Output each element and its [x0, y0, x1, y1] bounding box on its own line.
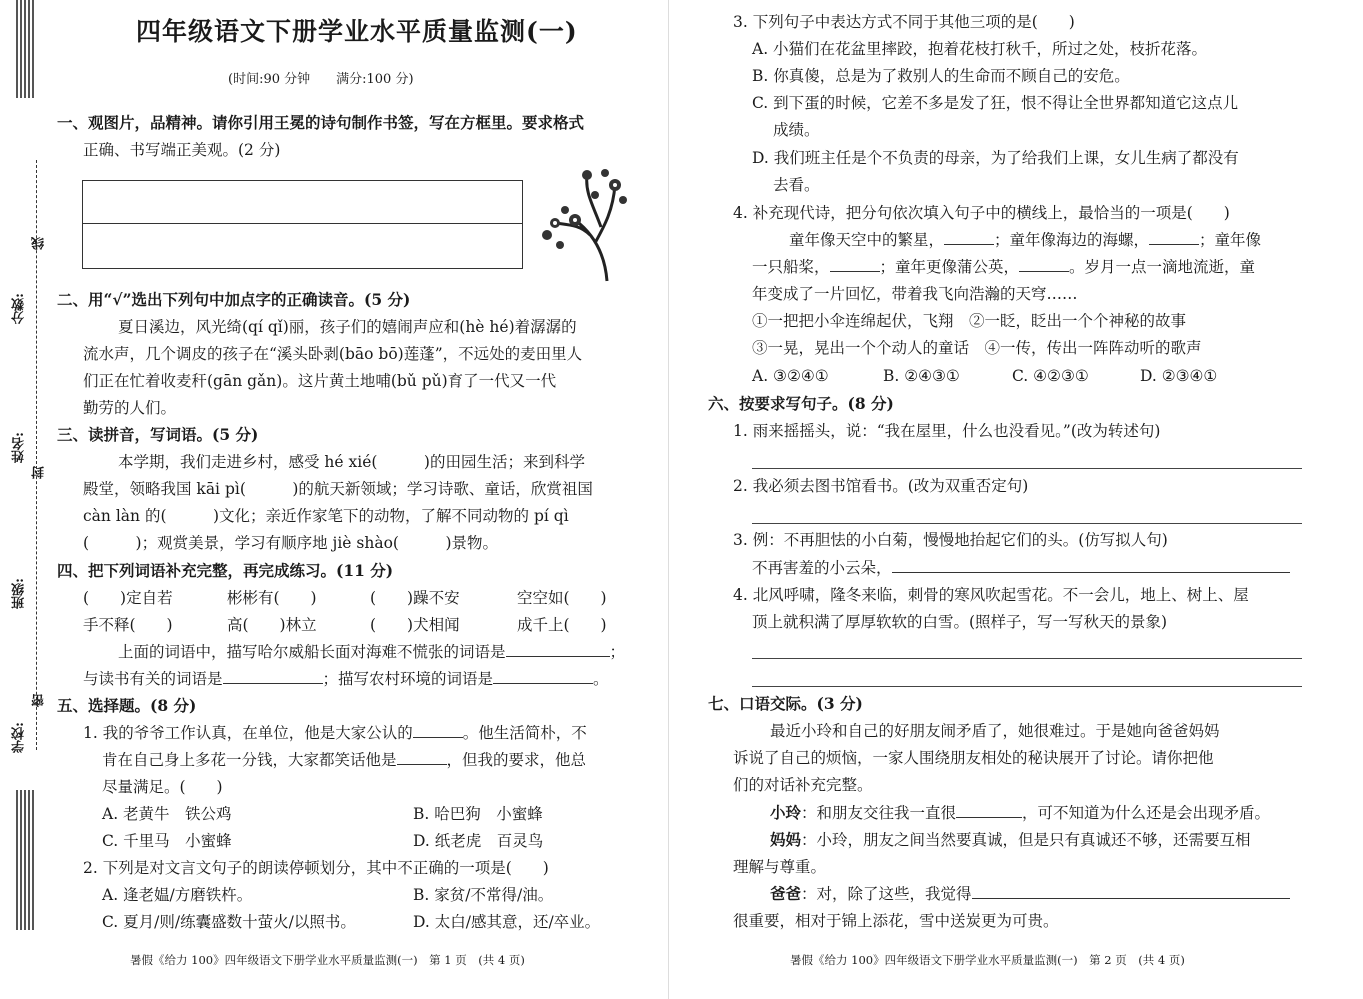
section-3-line-3: càn làn 的( )文化；亲近作家笔下的动物，了解不同动物的 pí qì: [83, 507, 569, 525]
idiom-6: 高( )林立: [227, 616, 317, 634]
idiom-3: ( )躁不安: [370, 589, 460, 607]
poem-text: 。岁月一点一滴地流逝，童: [1069, 258, 1256, 276]
answer-blank[interactable]: [397, 750, 447, 765]
s6-q3-prompt-text: 不再害羞的小云朵，: [752, 559, 892, 577]
bookmark-box[interactable]: [82, 180, 523, 269]
section-2-line-4: 勤劳的人们。: [83, 399, 177, 417]
plum-blossom-illustration: [535, 165, 635, 283]
section-4-question-2: [83, 669, 609, 689]
time-info: (时间:90 分钟 满分:100 分): [228, 72, 414, 87]
s6-q3-prompt: [752, 558, 1290, 578]
section-2-line-2: 流水声，几个调皮的孩子在“溪头卧剥(bāo bō)莲蓬”，不远处的麦田里人: [83, 345, 583, 363]
plum-flower: [591, 191, 599, 199]
s5-q4-poem-line-1: [789, 230, 1261, 250]
idiom-8: 成千上( ): [517, 616, 607, 634]
s5-q1-option-b[interactable]: B. 哈巴狗 小蜜蜂: [413, 805, 543, 823]
section-3-line-1: 本学期，我们走进乡村，感受 hé xié( )的田园生活；来到科学: [118, 453, 585, 471]
side-school-label: 学校:: [12, 722, 27, 753]
side-name-label: 姓名:: [12, 432, 27, 463]
side-line-label: 线: [32, 237, 47, 250]
section-7-heading: 七、口语交际。(3 分): [708, 694, 863, 713]
s5-q2-option-a[interactable]: A. 逢老媪/方磨铁杵。: [102, 886, 253, 904]
answer-blank[interactable]: [1019, 257, 1069, 272]
plum-flower: [619, 196, 627, 204]
s4-q2-end: 。: [593, 670, 609, 688]
plum-flower: [582, 170, 592, 180]
s5-q3-option-d[interactable]: D. 我们班主任是个不负责的母亲，为了给我们上课，女儿生病了都没有: [752, 149, 1239, 167]
section-2-line-1: 夏日溪边，风光绮(qí qǐ)丽，孩子们的嬉闹声应和(hè hé)着潺潺的: [118, 318, 577, 336]
section-4-heading: 四、把下列词语补充完整，再完成练习。(11 分): [57, 561, 394, 580]
section-1-heading: 一、观图片，品精神。请你引用王冕的诗句制作书签，写在方框里。要求格式: [57, 113, 585, 132]
s7-para-line-3: 们的对话补充完整。: [733, 776, 873, 794]
section-3-line-2: 殿堂，领略我国 kāi pì( )的航天新领域；学习诗歌、童话，欣赏祖国: [83, 480, 593, 498]
s7-dialog-baba-cont: 很重要，相对于锦上添花，雪中送炭更为可贵。: [733, 912, 1059, 930]
poem-text: 一只船桨，: [752, 258, 830, 276]
poem-text: ；童年像: [1199, 231, 1262, 249]
section-1-cont: 正确、书写端正美观。(2 分): [83, 141, 281, 159]
s4-q2-text-a: 与读书有关的词语是: [83, 670, 223, 688]
s5-q4-option-c[interactable]: C. ④②③①: [1012, 367, 1089, 385]
answer-blank[interactable]: [830, 257, 880, 272]
idiom-7: ( )犬相闻: [370, 616, 460, 634]
answer-blank[interactable]: [944, 230, 994, 245]
footer-page-1: 暑假《给力 100》四年级语文下册学业水平质量监测(一) 第 1 页 (共 4 页): [130, 953, 525, 967]
s5-q3-option-c-cont: 成绩。: [773, 121, 820, 139]
plum-flower: [601, 169, 609, 177]
s5-q4-choices-1: ①一把把小伞连绵起伏，飞翔 ②一眨，眨出一个个神秘的故事: [752, 312, 1187, 330]
s6-q4-line-2: 顶上就积满了厚厚软软的白雪。(照样子，写一写秋天的景象): [752, 613, 1168, 631]
poem-text: ；童年更像蒲公英，: [879, 258, 1020, 276]
binding-hatch-bottom: [16, 790, 34, 930]
s5-q1-option-c[interactable]: C. 千里马 小蜜蜂: [102, 832, 232, 850]
s5-q1-text-d: ，但我的要求，他总: [446, 751, 587, 769]
side-score-label: 分数:: [12, 293, 27, 324]
dialog-text: ，可不知道为什么还是会出现矛盾。: [1022, 804, 1271, 822]
dialog-text: ：和朋友交往我一直很: [801, 804, 957, 822]
plum-branch: [555, 175, 615, 281]
section-3-heading: 三、读拼音，写词语。(5 分): [57, 425, 259, 444]
page-title: 四年级语文下册学业水平质量监测(一): [136, 17, 578, 46]
s7-dialog-mama: [770, 830, 1251, 850]
dialog-text: ：小玲，朋友之间当然要真诚，但是只有真诚还不够，还需要互相: [801, 831, 1251, 849]
s5-q1-text-a: 1. 我的爷爷工作认真，在单位，他是大家公认的: [83, 724, 413, 742]
poem-text: ；童年像海边的海螺，: [994, 231, 1150, 249]
s6-q3: 3. 例：不再胆怯的小白菊，慢慢地抬起它们的头。(仿写拟人句): [733, 531, 1168, 549]
s5-q3-option-b[interactable]: B. 你真傻，总是为了救别人的生命而不顾自己的安危。: [752, 67, 1130, 85]
s5-q4-poem-line-2: [752, 257, 1255, 277]
s7-dialog-mama-cont: 理解与尊重。: [733, 858, 827, 876]
page-divider: [668, 0, 669, 999]
footer-page-2: 暑假《给力 100》四年级语文下册学业水平质量监测(一) 第 2 页 (共 4 页): [790, 953, 1185, 967]
s6-q1: 1. 雨来摇摇头，说：“我在屋里，什么也没看见。”(改为转述句): [733, 422, 1161, 440]
answer-line[interactable]: [752, 468, 1302, 469]
section-6-heading: 六、按要求写句子。(8 分): [708, 394, 894, 413]
s5-q3-option-d-cont: 去看。: [773, 176, 820, 194]
s5-q1-line-3: 尽量满足。( ): [102, 778, 223, 796]
section-2-heading: 二、用“√”选出下列句中加点字的正确读音。(5 分): [57, 290, 411, 309]
s4-q1-end: ；: [609, 643, 626, 661]
s5-q4-option-a[interactable]: A. ③②④①: [752, 367, 829, 385]
answer-blank[interactable]: [1149, 230, 1199, 245]
plum-flower: [542, 230, 552, 240]
s6-q2: 2. 我必须去图书馆看书。(改为双重否定句): [733, 477, 1029, 495]
side-class-label: 班级:: [12, 578, 27, 609]
s5-q3-option-c[interactable]: C. 到下蛋的时候，它差不多是发了狂，恨不得让全世界都知道它这点儿: [752, 94, 1239, 112]
section-2-line-3: 们正在忙着收麦秆(gān gǎn)。这片黄土地哺(bǔ pǔ)育了一代又一代: [83, 372, 557, 390]
section-5-heading: 五、选择题。(8 分): [57, 696, 197, 715]
s5-q1-line-2: [102, 750, 586, 770]
s4-q2-text-b: ；描写农村环境的词语是: [322, 670, 494, 688]
side-seal-label: 封: [32, 466, 47, 479]
answer-line[interactable]: [752, 686, 1302, 687]
speaker-xiaoling: 小玲: [770, 803, 802, 822]
s5-q1-line-1: [83, 723, 587, 743]
s5-q2: 2. 下列是对文言文句子的朗读停顿划分，其中不正确的一项是( ): [83, 859, 549, 877]
s5-q4-poem-line-3: 年变成了一片回忆，带着我飞向浩瀚的天穹……: [752, 285, 1078, 303]
s5-q1-text-c: 肯在自己身上多花一分钱，大家都笑话他是: [102, 751, 397, 769]
answer-blank[interactable]: [223, 669, 323, 684]
s5-q3: 3. 下列句子中表达方式不同于其他三项的是( ): [733, 13, 1075, 31]
s5-q4-option-b[interactable]: B. ②④③①: [883, 367, 960, 385]
section-3-line-4: ( )；观赏美景，学习有顺序地 jiè shào( )景物。: [83, 534, 498, 552]
binding-hatch-top: [16, 0, 34, 98]
s5-q3-option-a[interactable]: A. 小猫们在花盆里摔跤，抱着花枝打秋千，所过之处，枝折花落。: [752, 40, 1208, 58]
answer-blank[interactable]: [413, 723, 463, 738]
idiom-1: ( )定自若: [83, 589, 173, 607]
idiom-5: 手不释( ): [83, 616, 173, 634]
answer-blank[interactable]: [506, 642, 610, 657]
s5-q2-option-d[interactable]: D. 太白/感其意，还/卒业。: [413, 913, 601, 931]
answer-blank[interactable]: [972, 884, 1290, 899]
side-fold-label: 密: [32, 694, 47, 707]
s5-q4: 4. 补充现代诗，把分句依次填入句子中的横线上，最恰当的一项是( ): [733, 204, 1230, 222]
plum-flower: [556, 241, 564, 249]
s5-q4-option-d[interactable]: D. ②③④①: [1140, 367, 1218, 385]
idiom-2: 彬彬有( ): [227, 589, 317, 607]
s6-q4-line-1: 4. 北风呼啸，隆冬来临，刺骨的寒风吹起雪花。不一会儿，地上、树上、屋: [733, 586, 1249, 604]
s7-para-line-1: 最近小玲和自己的好朋友闹矛盾了，她很难过。于是她向爸爸妈妈: [770, 722, 1220, 740]
speaker-baba: 爸爸: [770, 884, 802, 903]
poem-text: 童年像天空中的繁星，: [789, 231, 945, 249]
s7-dialog-xiaoling: [770, 803, 1270, 823]
s4-q1-text: 上面的词语中，描写哈尔威船长面对海难不慌张的词语是: [118, 643, 506, 661]
speaker-mama: 妈妈: [770, 830, 802, 849]
s7-para-line-2: 诉说了自己的烦恼，一家人围绕朋友相处的秘诀展开了讨论。请你把他: [733, 749, 1214, 767]
idiom-4: 空空如( ): [517, 589, 607, 607]
section-4-question-1: [118, 642, 625, 662]
s5-q1-option-a[interactable]: A. 老黄牛 铁公鸡: [102, 805, 232, 823]
answer-line[interactable]: [752, 523, 1302, 524]
plum-flower: [561, 206, 569, 214]
s5-q1-text-b: 。他生活简朴，不: [462, 724, 587, 742]
answer-blank[interactable]: [956, 803, 1022, 818]
s5-q1-option-d[interactable]: D. 纸老虎 百灵鸟: [413, 832, 544, 850]
answer-blank[interactable]: [892, 558, 1290, 573]
s5-q2-option-c[interactable]: C. 夏月/则/练囊盛数十萤火/以照书。: [102, 913, 356, 931]
bookmark-box-line: [83, 223, 522, 224]
s7-dialog-baba: [770, 884, 1290, 904]
s5-q2-option-b[interactable]: B. 家贫/不常得/油。: [413, 886, 554, 904]
dialog-text: ：对，除了这些，我觉得: [801, 885, 972, 903]
answer-line[interactable]: [752, 658, 1302, 659]
s5-q4-choices-2: ③一晃，晃出一个个动人的童话 ④一传，传出一阵阵动听的歌声: [752, 339, 1202, 357]
answer-blank[interactable]: [493, 669, 593, 684]
